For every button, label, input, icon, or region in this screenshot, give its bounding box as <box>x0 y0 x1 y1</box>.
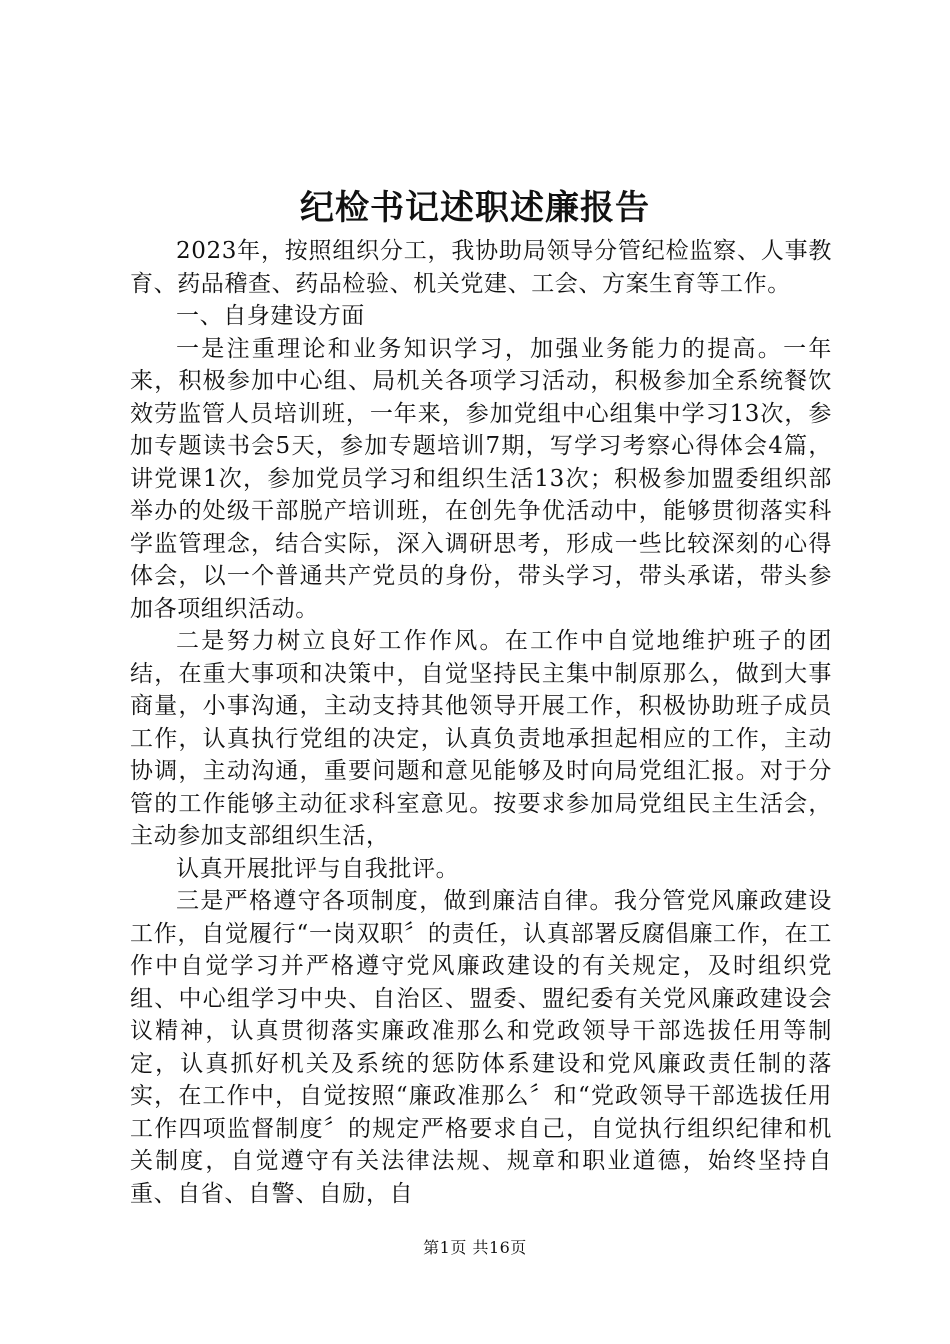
paragraph-study: 一是注重理论和业务知识学习，加强业务能力的提高。一年来，积极参加中心组、局机关各项学习活动，积极参加全系统餐饮效劳监管人员培训班，一年来，参加党组中心组集中学习13次，参加专题读书会5天，参加专题培训7期，写学习考察心得体会4篇，讲党课1次，参加党员学习和组织生活13次；积极参加盟委组织部举办的处级干部脱产培训班，在创先争优活动中，能够贯彻落实科学监管理念，结合实际，深入调研思考，形成一些比较深刻的心得体会，以一个普通共产党员的身份，带头学习，带头承诺，带头参加各项组织活动。 <box>130 335 832 622</box>
paragraph-intro: 2023年，按照组织分工，我协助局领导分管纪检监察、人事教育、药品稽查、药品检验、机关党建、工会、方案生育等工作。 <box>130 238 832 297</box>
paragraph-integrity: 三是严格遵守各项制度，做到廉洁自律。我分管党风廉政建设工作，自觉履行“一岗双职〞的责任，认真部署反腐倡廉工作，在工作中自觉学习并严格遵守党风廉政建设的有关规定，及时组织党组、中心组学习中央、自治区、盟委、盟纪委有关党风廉政建设会议精神，认真贯彻落实廉政准那么和党政领导干部选拔任用等制定，认真抓好机关及系统的惩防体系建设和党风廉政责任制的落实，在工作中，自觉按照“廉政准那么〞和“党政领导干部选拔任用工作四项监督制度〞的规定严格要求自己，自觉执行组织纪律和机关制度，自觉遵守有关法律法规、规章和职业道德，始终坚持自重、自省、自警、自励，自 <box>130 888 832 1207</box>
document-body <box>130 235 832 1210</box>
section-heading-self-building: 一、自身建设方面 <box>176 303 365 329</box>
paragraph-criticism: 认真开展批评与自我批评。 <box>176 855 460 882</box>
paragraph-work-style: 二是努力树立良好工作作风。在工作中自觉地维护班子的团结，在重大事项和决策中，自觉坚持民主集中制原那么，做到大事商量，小事沟通，主动支持其他领导开展工作，积极协助班子成员工作，认真执行党组的决定，认真负责地承担起相应的工作，主动协调，主动沟通，重要问题和意见能够及时向局党组汇报。对于分管的工作能够主动征求科室意见。按要求参加局党组民主生活会，主动参加支部组织生活， <box>130 628 832 849</box>
page-footer: 第1页 共16页 <box>423 1238 527 1257</box>
document-title: 纪检书记述职述廉报告 <box>300 188 650 228</box>
